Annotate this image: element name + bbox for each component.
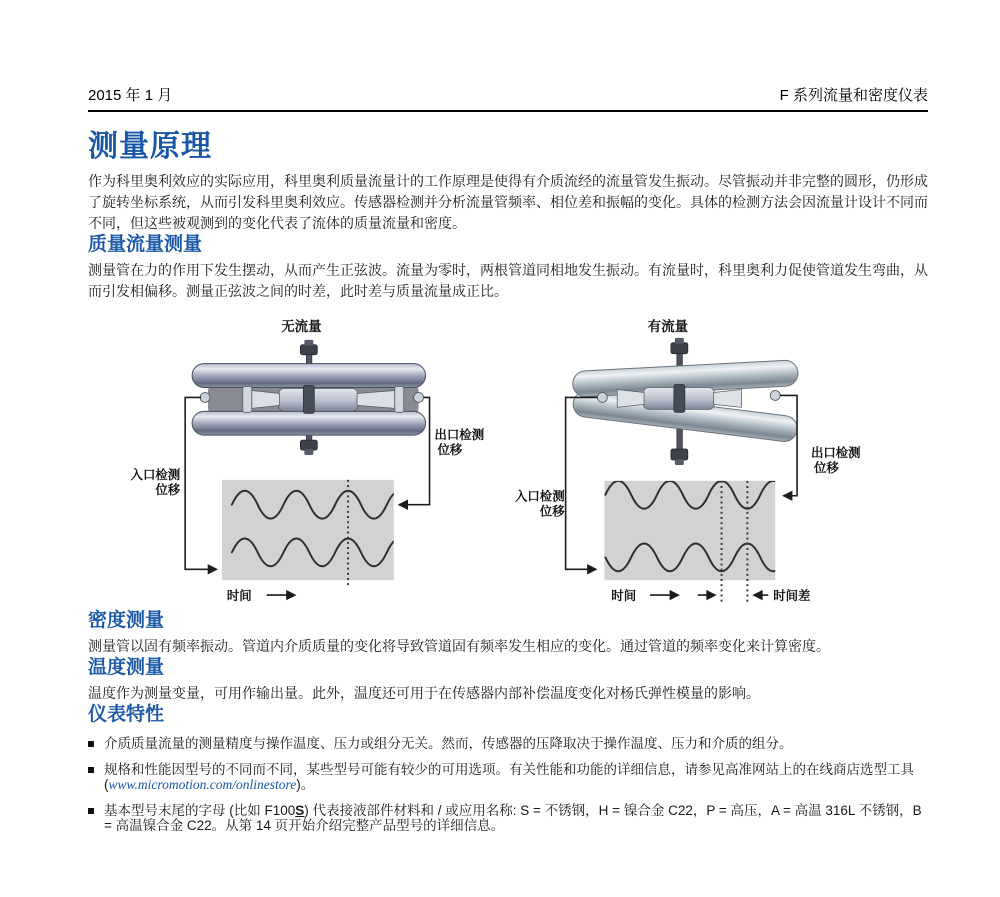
- inlet-label-line2: 位移: [539, 504, 565, 519]
- delta-t-label: 时间差: [773, 589, 811, 604]
- model-suffix-code: S: [295, 802, 305, 818]
- flow-tube-assembly-no-flow: [192, 340, 425, 455]
- inlet-label-line1: 入口检测: [514, 489, 565, 504]
- model-text-post: ) 代表接液部件材料和 / 或应用名称: S = 不锈钢，H = 镍合金 C22，P = 高压，A = 高温 316L 不锈钢，B = 高温镍合金 C22。从第 14 页开始介绍完整产品型号的详细信息。: [104, 802, 922, 833]
- bottom-bolt: [671, 449, 688, 460]
- drive-coil: [303, 386, 314, 414]
- flow-tube-top: [192, 364, 425, 388]
- right-clamp-cone: [714, 389, 742, 407]
- top-bolt: [300, 345, 317, 355]
- bottom-bolt: [300, 440, 317, 450]
- page-title: 测量原理: [88, 130, 212, 163]
- inlet-pickoff-sensor: [200, 392, 210, 402]
- mass-flow-paragraph: 测量管在力的作用下发生摆动，从而产生正弦波。流量为零时，两根管道同相地发生振动。有流量时，科里奥利力促使管道发生弯曲，从而引发相偏移。测量正弦波之间的时差，此时差与质量流量成正比。: [88, 262, 928, 299]
- list-item: [88, 803, 928, 834]
- list-item: [88, 736, 928, 752]
- top-bolt-cap: [675, 338, 684, 344]
- drive-coil: [674, 385, 685, 413]
- flow-tube-assembly-flow: [572, 338, 799, 465]
- feature-text-post: )。: [296, 777, 315, 792]
- bottom-bolt-cap: [304, 449, 313, 455]
- left-clamp-cone: [617, 389, 644, 407]
- intro-paragraph: 作为科里奥利效应的实际应用，科里奥利质量流量计的工作原理是使得有介质流经的流量管发生振动。尽管振动并非完整的圆形，仍形成了旋转坐标系统，从而引发科里奥利效应。传感器检测并分析流量管频率、相位差和振幅的变化。具体的检测方法会因流量计设计不同而不同，但这些被观测到的变化代表了流体的质量流量和密度。: [88, 173, 928, 231]
- section-heading-features: 仪表特性: [88, 704, 165, 725]
- figure-no-flow: [131, 318, 485, 603]
- mass-flow-figure: [88, 312, 928, 610]
- inlet-label-line2: 位移: [155, 482, 181, 497]
- feature-text: [104, 762, 928, 793]
- left-clamp-bar: [243, 387, 252, 413]
- header-product-name: F 系列流量和密度仪表: [779, 87, 928, 104]
- waveform-panel-flow: [604, 481, 775, 580]
- left-clamp-cone: [252, 390, 280, 408]
- figure-flow: [515, 318, 861, 604]
- time-label: 时间: [226, 589, 252, 604]
- outlet-displacement-leader: [780, 395, 797, 495]
- inlet-pickoff-sensor: [597, 392, 607, 402]
- time-label: 时间: [611, 589, 637, 604]
- section-heading-density: 密度测量: [88, 610, 165, 631]
- outlet-label-line2: 位移: [813, 460, 839, 475]
- flow-tube-bottom: [192, 411, 425, 435]
- feature-text: 介质质量流量的测量精度与操作温度、压力或组分无关。然而，传感器的压降取决于操作温度、压力和介质的组分。: [104, 736, 793, 751]
- figure-title-flow: 有流量: [647, 318, 689, 334]
- list-item: [88, 762, 928, 793]
- top-bolt-cap: [304, 340, 313, 346]
- top-bolt: [671, 343, 688, 354]
- outlet-pickoff-sensor: [414, 392, 424, 402]
- waveform-panel-no-flow: [222, 480, 394, 580]
- outlet-label-line2: 位移: [437, 443, 463, 458]
- right-clamp-bar: [395, 387, 404, 413]
- header-date: 2015 年 1 月: [88, 87, 173, 104]
- feature-text-pre: 规格和性能因型号的不同而不同，某些型号可能有较少的可用选项。有关性能和功能的详细信息，请参见高准网站上的在线商店选型工具 (: [104, 761, 914, 792]
- outlet-pickoff-sensor: [770, 390, 780, 400]
- temperature-paragraph: 温度作为测量变量，可用作输出量。此外，温度还可用于在传感器内部补偿温度变化对杨氏弹性模量的影响。: [88, 685, 760, 701]
- bullet-square-icon: [88, 767, 94, 773]
- feature-text: [104, 803, 928, 834]
- inlet-label-line1: 入口检测: [130, 467, 181, 482]
- page-header: [88, 84, 928, 112]
- bullet-square-icon: [88, 808, 94, 814]
- center-cylinder: [279, 388, 358, 411]
- bullet-square-icon: [88, 741, 94, 747]
- model-text-pre: 基本型号末尾的字母 (比如 F100: [104, 802, 296, 818]
- bottom-bolt-cap: [675, 459, 684, 465]
- section-heading-mass-flow: 质量流量测量: [88, 234, 203, 255]
- inlet-displacement-leader: [566, 397, 598, 569]
- outlet-label-line1: 出口检测: [434, 428, 485, 443]
- figure-title-no-flow: 无流量: [281, 318, 322, 334]
- section-heading-temperature: 温度测量: [88, 657, 165, 678]
- outlet-label-line1: 出口检测: [810, 446, 861, 461]
- online-store-link[interactable]: www.micromotion.com/onlinestore: [108, 777, 297, 792]
- feature-list: [88, 736, 928, 834]
- right-clamp-cone: [357, 390, 395, 408]
- density-paragraph: 测量管以固有频率振动。管道内介质质量的变化将导致管道固有频率发生相应的变化。通过管道的频率变化来计算密度。: [88, 638, 830, 654]
